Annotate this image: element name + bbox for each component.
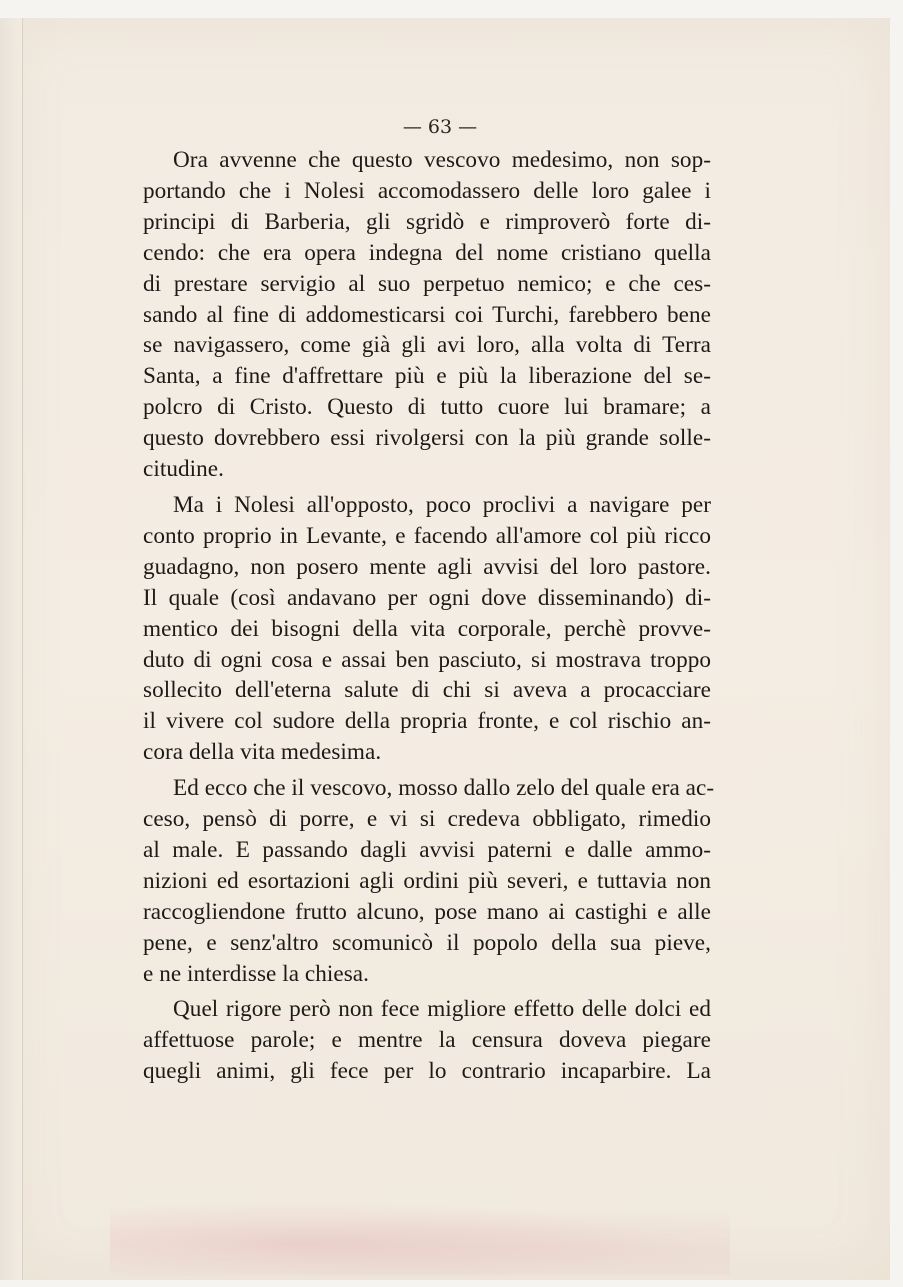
- text-line: polcro di Cristo. Questo di tutto cuore lui bramare; a: [143, 394, 711, 421]
- paragraph-1: [143, 145, 711, 485]
- text-line: Quel rigore però non fece migliore effetto delle dolci ed: [173, 996, 711, 1023]
- text-line: cora della vita medesima.: [143, 739, 382, 766]
- text-line: mentico dei bisogni della vita corporale, perchè provve-: [143, 615, 711, 642]
- body-text: [143, 145, 715, 1087]
- text-line: raccogliendone frutto alcuno, pose mano ai castighi e alle: [143, 898, 711, 925]
- text-line: Santa, a fine d'affrettare più e più la liberazione del se-: [143, 363, 711, 390]
- text-line: nizioni ed esortazioni agli ordini più severi, e tuttavia non: [143, 867, 711, 894]
- text-line: Il quale (così andavano per ogni dove disseminando) di-: [143, 584, 711, 611]
- text-line: principi di Barberia, gli sgridò e rimproverò forte di-: [143, 208, 711, 235]
- text-line: questo dovrebbero essi rivolgersi con la più grande solle-: [143, 425, 711, 452]
- text-line: citudine.: [143, 456, 224, 483]
- text-line: affettuose parole; e mentre la censura doveva piegare: [143, 1027, 711, 1054]
- paragraph-4: [143, 994, 711, 1087]
- text-line: cendo: che era opera indegna del nome cristiano quella: [143, 239, 711, 266]
- text-line: ceso, pensò di porre, e vi si credeva obbligato, rimedio: [143, 806, 711, 833]
- text-line: Ma i Nolesi all'opposto, poco proclivi a navigare per: [173, 491, 711, 518]
- text-line: quegli animi, gli fece per lo contrario incaparbire. La: [143, 1058, 711, 1085]
- text-line: sando al fine di addomesticarsi coi Turchi, farebbero bene: [143, 301, 711, 328]
- paragraph-3: [143, 773, 715, 989]
- page-number: — 63 —: [402, 116, 478, 138]
- text-line: e ne interdisse la chiesa.: [143, 960, 369, 987]
- text-line: Ed ecco che il vescovo, mosso dallo zelo del quale era ac-: [173, 775, 715, 802]
- text-line: sollecito dell'eterna salute di chi si aveva a procacciare: [143, 677, 711, 704]
- text-line: guadagno, non posero mente agli avvisi del loro pastore.: [143, 553, 711, 580]
- text-line: Ora avvenne che questo vescovo medesimo, non sop-: [173, 147, 711, 173]
- text-line: se navigassero, come già gli avi loro, alla volta di Terra: [143, 332, 711, 359]
- binding-edge: [0, 18, 23, 1280]
- paper-stain: [110, 1195, 730, 1275]
- text-line: pene, e senz'altro scomunicò il popolo della sua pieve,: [143, 929, 711, 956]
- text-line: al male. E passando dagli avvisi paterni e dalle ammo-: [143, 836, 711, 863]
- text-line: portando che i Nolesi accomodassero delle loro galee i: [143, 177, 711, 204]
- text-line: di prestare servigio al suo perpetuo nemico; e che ces-: [143, 270, 711, 297]
- paragraph-2: [143, 490, 711, 768]
- text-line: duto di ogni cosa e assai ben pasciuto, si mostrava troppo: [143, 646, 711, 673]
- text-line: conto proprio in Levante, e facendo all'amore col più ricco: [143, 522, 711, 549]
- text-line: il vivere col sudore della propria fronte, e col rischio an-: [143, 708, 711, 735]
